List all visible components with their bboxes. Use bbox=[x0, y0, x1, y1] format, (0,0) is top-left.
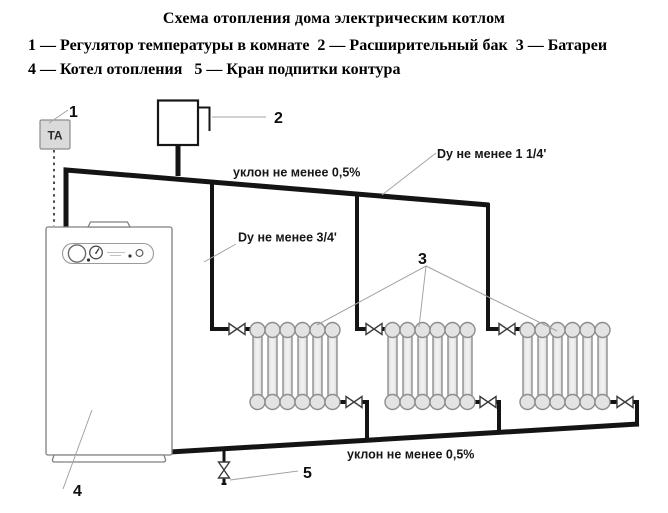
radiator2-outlet-valve bbox=[480, 397, 496, 408]
radiator-1 bbox=[250, 323, 340, 410]
branch-pipe-3 bbox=[488, 203, 500, 329]
feed-valve bbox=[219, 462, 230, 478]
branch-pipe-1 bbox=[212, 180, 230, 329]
boiler-indicator bbox=[136, 250, 143, 257]
radiator3-outlet-valve bbox=[617, 397, 633, 408]
legend-line-2: 4 — Котел отопления 5 — Кран подпитки контура bbox=[28, 61, 401, 78]
leader-5 bbox=[230, 471, 298, 480]
radiator1-out-pipe bbox=[338, 400, 369, 442]
leader-branch-diameter bbox=[204, 244, 236, 262]
return-slope-label: уклон не менее 0,5% bbox=[347, 447, 475, 462]
thermostat-box bbox=[40, 120, 70, 149]
branch-pipe-2 bbox=[357, 192, 367, 329]
page-title: Схема отопления дома электрическим котлом bbox=[162, 10, 506, 27]
boiler bbox=[46, 222, 172, 462]
callout-2: 2 bbox=[274, 110, 283, 127]
thermostat-label: TA bbox=[47, 128, 63, 143]
callout-5: 5 bbox=[303, 465, 312, 482]
radiator-3 bbox=[520, 323, 610, 410]
radiator3-inlet-valve bbox=[499, 324, 515, 335]
radiator2-inlet-valve bbox=[366, 324, 382, 335]
callout-4: 4 bbox=[73, 483, 82, 500]
boiler-knob bbox=[68, 245, 85, 262]
leader-3 bbox=[317, 266, 557, 331]
branch-diameter-label: Dy не менее 3/4' bbox=[238, 230, 337, 245]
radiator1-inlet-valve bbox=[229, 324, 245, 335]
leader-supply-diameter bbox=[382, 153, 436, 195]
callout-1: 1 bbox=[69, 104, 78, 121]
supply-slope-label: уклон не менее 0,5% bbox=[233, 165, 361, 180]
legend-line-1: 1 — Регулятор температуры в комнате 2 — Расширительный бак 3 — Батареи bbox=[28, 37, 608, 54]
supply-diameter-label: Dy не менее 1 1/4' bbox=[437, 147, 547, 161]
expansion-tank bbox=[158, 101, 210, 146]
radiator-2 bbox=[385, 323, 475, 410]
callout-3: 3 bbox=[418, 251, 427, 268]
radiator1-outlet-valve bbox=[346, 397, 362, 408]
radiator2-out-pipe bbox=[473, 400, 501, 434]
